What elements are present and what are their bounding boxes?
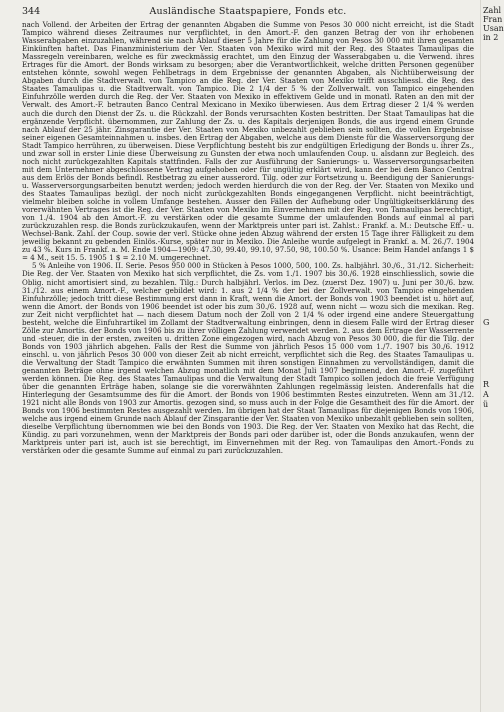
margin-fragment: Fran: [483, 15, 503, 24]
margin-fragment: R: [483, 380, 490, 389]
page-header: [22, 6, 474, 18]
paragraph-tampico-1903: nach Vollend. der Arbeiten der Ertrag der genannten Abgaben die Summe von Pesos 30 000 nicht erreicht, ist die Stadt Tampico während dieses Zeitraumes nur verpflichtet, in den Amort.-F. den ganzen Betrag der von ihr erhobenen Wasserabgaben einzuzahlen, während sie nach Ablauf dieser 5 Jahre für die Zahlung von Pesos 30 000 mit ihren gesamten Einkünften haftet. Das Finanzministerium der Ver. Staaten von Mexiko wird mit der Reg. des Staates Tamaulipas die Massregeln vereinbaren, welche es für zweckmässig erachtet, um den Einzug der Wasserabgaben u. die Verwend. ihres Ertrages für die Amort. der Bonds wirksam zu besorgen; aber die Verantwortlichkeit, welche dritten Personen gegenüber entstehen könnte, sowohl wegen Fehlbetrags in dem Ergebnisse der genannten Abgaben, als Nichtüberweisung der Abgaben durch die Stadtverwalt. von Tampico an die Reg. der Ver. Staaten von Mexiko trifft ausschliessl. die Reg. des Staates Tamaulipas u. die Stadtverwalt. von Tampico. Die 2 1/4 der 5 % der Zollverwalt. von Tampico eingehenden Einfuhrzölle werden durch die Reg. der Ver. Staaten von Mexiko in effektivem Gelde und in monatl. Raten an den mit der Verwalt. des Amort.-F. betrauten Banco Central Mexicano in Mexiko überwiesen. Aus dem Ertrag dieser 2 1/4 % werden auch die durch den Dienst der Zs. u. die Rückzahl. der Bonds verursachten Kosten bestritten. Der Staat Tamaulipas hat die ergänzende Verpflicht. übernommen, zur Zahlung der Zs. u. des Kapitals derjenigen Bonds, die aus irgend einem Grunde nach Ablauf der 25 jähr. Zinsgarantie der Ver. Staaten von Mexiko unbezahlt geblieben sein sollten, die vollen Ergebnisse seiner eigenen Gesamteinnahmen u. insbes. den Ertrag der Abgaben, welche aus dem Dienste für die Wasserversorgung der Stadt Tampico herrühren, zu überweisen. Diese Verpflichtung besteht bis zur endgültigen Erledigung der Bonds u. ihrer Zs., und zwar soll in erster Linie diese Überweisung zu Gunsten der etwa noch umlaufenden Coup. u. alsdann zur Begleich. des noch nicht zurückgezahlten Kapitals stattfinden. Falls der zur Ausführung der Sanierungs- u. Wasserversorgungsarbeiten mit dem Unternehmer abgeschlossene Vertrag aufgehoben oder für ungültig erklärt wird, kann der bei dem Banco Central aus dem Erlös der Bonds befindl. Restbetrag zu einer ausserord. Tilg. oder zur Fortsetzung u. Beendigung der Sanierungs- u. Wasserversorgungsarbeiten benutzt werden; jedoch werden hierdurch die von der Reg. der Ver. Staaten von Mexiko und des Staates Tamaulipas bezügl. der noch nicht zurückgezahlten Bonds eingegangenen Verpflicht. nicht beeinträchtigt, vielmehr bleiben solche in vollem Umfange bestehen. Ausser den Fällen der Aufhebung oder Ungültigkeitserklärung des vorerwähnten Vertrages ist die Reg. der Ver. Staaten von Mexiko im Einvernehmen mit der Reg. von Tamaulipas berechtigt, von 1./4. 1904 ab den Amort.-F. zu verstärken oder die gesamte Summe der umlaufenden Bonds auf einmal al pari zurückzuzahlen resp. die Bonds zurückzukaufen, wenn der Marktpreis unter pari ist. Zahlst.: Frankf. a. M.: Deutsche Eff.- u. Wechsel-Bank. Zahl. der Coup. sowie der verl. Stücke ohne jeden Abzug während der ersten 15 Tage ihrer Fälligkeit zu dem jeweilig bekannt zu gebenden Einlös.-Kurse, später nur in Mexiko. Die Anleihe wurde aufgelegt in Frankf. a. M. 26./7. 1904 zu 43 %. Kurs in Frankf. a. M. Ende 1904—1909: 47.30, 99.40, 99.10, 97.50, 98, 100.50 %. Usance: Beim Handel anfangs 1 $ = 4 M., seit 15. 5. 1905 1 $ = 2.10 M. umgerechnet.: [22, 21, 474, 263]
margin-fragment: G: [483, 318, 490, 327]
facing-page-edge: [480, 0, 504, 712]
margin-fragment: in 2: [483, 33, 499, 42]
page-number: 344: [22, 6, 41, 17]
margin-fragment: ü: [483, 400, 489, 409]
margin-fragment: A: [483, 390, 489, 399]
paragraph-anleihe-1906: 5 % Anleihe von 1906. II. Serie. Pesos 950 000 in Stücken à Pesos 1000, 500, 100. Zs. halbjährl. 30./6., 31./12. Sicherheit: Die Reg. der Ver. Staaten von Mexiko hat sich verpflichtet, die Zs. vom 1./1. 1907 bis 30./6. 1928 einschliesslich, sowie die Oblig. nicht amortisiert sind, zu bezahlen. Tilg.: Durch halbjährl. Verlos. im Dez. (zuerst Dez. 1907) u. Juni per 30./6. bzw. 31./12. aus einem Amort.-F., welcher gebildet wird: 1. aus 2 1/4 % der bei der Zollverwalt. von Tampico eingehenden Einfuhrzölle; jedoch tritt diese Bestimmung erst dann in Kraft, wenn die Amort. der Bonds von 1903 beendet ist u. hört auf, wenn die Amort. der Bonds von 1906 beendet ist oder bis zum 30./6. 1928 auf, wenn nicht — wozu sich die mexikan. Reg. zur Zeit nicht verpflichtet hat — nach diesem Datum noch der Zoll von 2 1/4 % oder irgend eine andere Steuergattung besteht, welche die Einfuhrartikel im Zollamt der Stadtverwaltung einbringen, denn in diesem Falle wird der Ertrag dieser Zölle zur Amortis. der Bonds von 1906 bis zu ihrer völligen Zahlung verwendet werden. 2. aus dem Ertrage der Wasserrente und -steuer, die in der ersten, zweiten u. dritten Zone eingezogen wird, nach Abzug von Pesos 30 000, die für die Tilg. der Bonds von 1903 jährlich abgehen. Falls der Rest die Summe von jährlich Pesos 15 000 vom 1./7. 1907 bis 30./6. 1912 einschl. u. von jährlich Pesos 30 000 von dieser Zeit ab nicht erreicht, verpflichtet sich die Reg. des Staates Tamaulipas u. die Verwaltung der Stadt Tampico die erwähnten Summen mit ihren sonstigen Einnahmen zu vervollständigen, damit die genannten Beträge ohne irgend welchen Abzug monatlich mit dem Monat Juli 1907 beginnend, den Amort.-F. zugeführt werden können. Die Reg. des Staates Tamaulipas und die Verwaltung der Stadt Tampico sollen jedoch die freie Verfügung über die genannten Erträge haben, solange sie die vorerwähnten Zahlungen regelmässig leisten. Anderenfalls hat die Hinterlegung der Gesamtsumme des für die Amort. der Bonds von 1906 bestimmten Restes einzutreten. Wenn am 31./12. 1921 nicht alle Bonds von 1903 zur Amortis. gezogen sind, so muss auch in der Folge die Gesamtheit des für die Amort. der Bonds von 1906 bestimmten Restes ausgezahlt werden. Im übrigen hat der Staat Tamaulipas für diejenigen Bonds von 1906, welche aus irgend einem Grunde nach Ablauf der Zinsgarantie der Ver. Staaten von Mexiko unbezahlt geblieben sein sollten, dieselbe Verpflichtung übernommen wie bei den Bonds von 1903. Die Reg. der Ver. Staaten von Mexiko hat das Recht, die Kündig. zu pari vorzunehmen, wenn der Marktpreis der Bonds pari oder darüber ist, oder die Bonds anzukaufen, wenn der Marktpreis unter pari ist, auch ist sie berechtigt, im Einvernehmen mit der Reg. von Tamaulipas den Amort.-Fonds zu verstärken oder die gesamte Summe auf einmal zu pari zurückzuzahlen.: [22, 261, 474, 456]
margin-fragment: Usan: [483, 24, 504, 33]
body-text: [22, 21, 474, 701]
running-title: Ausländische Staatspapiere, Fonds etc.: [149, 6, 347, 17]
margin-fragment: Zahl: [483, 6, 502, 15]
